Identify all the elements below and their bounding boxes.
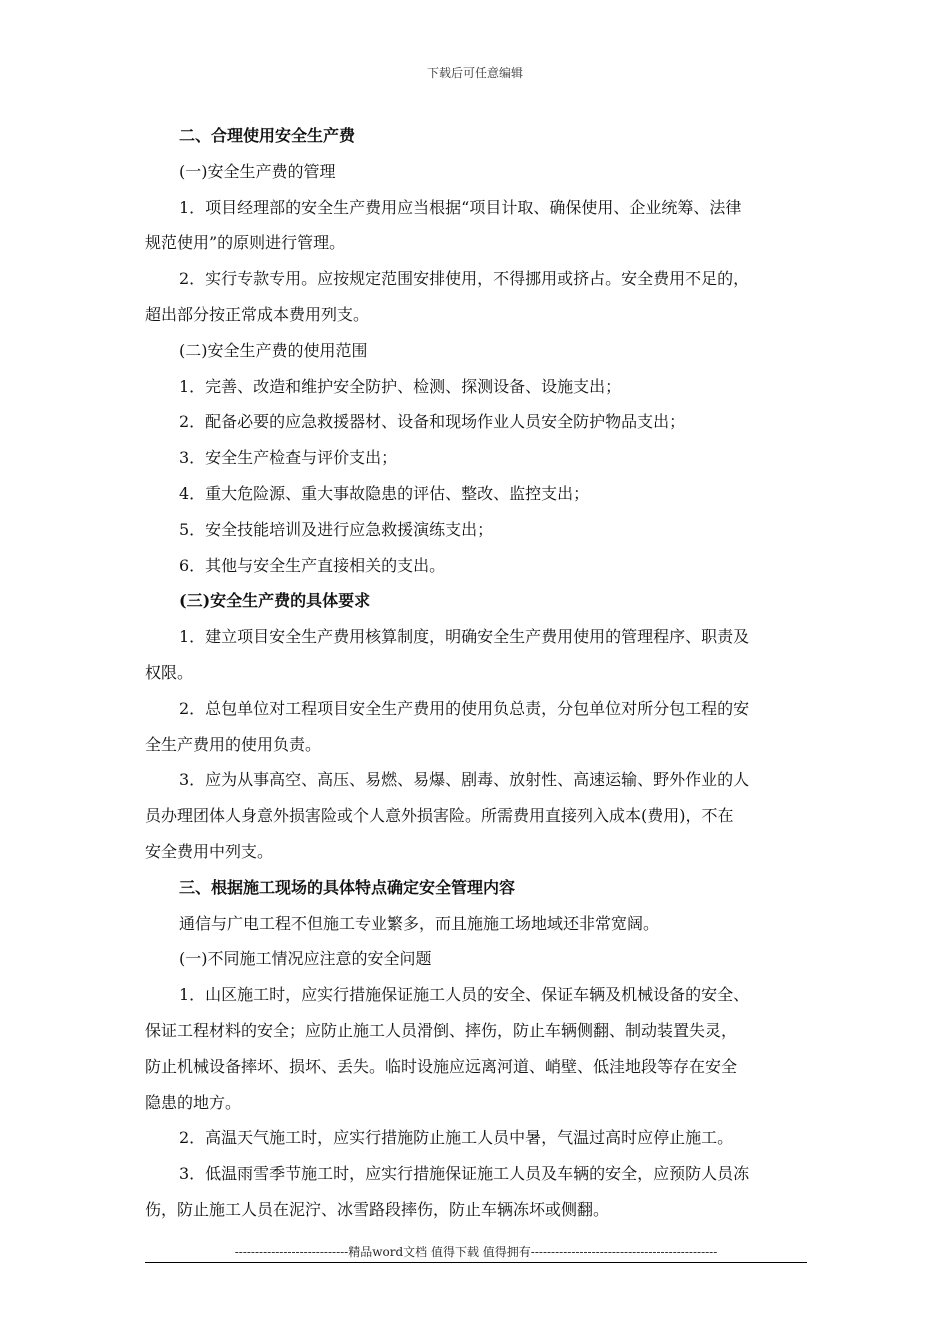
paragraph-line: 6．其他与安全生产直接相关的支出。 [179, 555, 446, 575]
paragraph-line: (一)不同施工情况应注意的安全问题 [179, 949, 432, 969]
paragraph-line: 伤，防止施工人员在泥泞、冰雪路段摔伤，防止车辆冻坏或侧翻。 [145, 1199, 610, 1219]
paragraph-line: 4．重大危险源、重大事故隐患的评估、整改、监控支出； [179, 483, 590, 503]
section-heading: 二、合理使用安全生产费 [179, 126, 356, 145]
paragraph-line: (二)安全生产费的使用范围 [179, 340, 368, 360]
paragraph-line: 2．总包单位对工程项目安全生产费用的使用负总责，分包单位对所分包工程的安 [179, 698, 750, 718]
paragraph-line: 5．安全技能培训及进行应急救援演练支出； [179, 519, 494, 539]
paragraph-line: (一)安全生产费的管理 [179, 161, 336, 181]
paragraph-line: 隐患的地方。 [145, 1092, 242, 1112]
document-body [145, 118, 807, 1228]
paragraph-line: 防止机械设备摔坏、损坏、丢失。临时设施应远离河道、峭壁、低洼地段等存在安全 [145, 1056, 738, 1076]
page-header: 下载后可任意编辑 [426, 66, 523, 80]
paragraph-line: 1．项目经理部的安全生产费用应当根据“项目计取、确保使用、企业统筹、法律 [179, 197, 742, 217]
paragraph-line: 员办理团体人身意外损害险或个人意外损害险。所需费用直接列入成本(费用)，不在 [145, 806, 734, 826]
paragraph-line: 2．配备必要的应急救援器材、设备和现场作业人员安全防护物品支出； [179, 412, 686, 432]
page-footer: ----------------------------精品word文档 值得下载 值得拥有---------------------------------------------- [234, 1245, 718, 1259]
paragraph-line: 权限。 [145, 662, 194, 682]
paragraph-line: 通信与广电工程不但施工专业繁多，而且施施工场地域还非常宽阔。 [179, 913, 660, 933]
paragraph-line: 规范使用”的原则进行管理。 [145, 233, 346, 253]
paragraph-line: 1．建立项目安全生产费用核算制度，明确安全生产费用使用的管理程序、职责及 [179, 627, 750, 647]
paragraph-line: 2．实行专款专用。应按规定范围安排使用，不得挪用或挤占。安全费用不足的， [179, 269, 750, 289]
section-heading: 三、根据施工现场的具体特点确定安全管理内容 [179, 877, 516, 897]
footer-divider [145, 1262, 807, 1263]
paragraph-line: 全生产费用的使用负责。 [145, 734, 322, 754]
paragraph-line: 1．山区施工时，应实行措施保证施工人员的安全、保证车辆及机械设备的安全、 [179, 985, 750, 1005]
paragraph-line: 保证工程材料的安全；应防止施工人员滑倒、摔伤，防止车辆侧翻、制动装置失灵， [145, 1020, 738, 1040]
paragraph-line: 3．安全生产检查与评价支出； [179, 448, 398, 468]
paragraph-line: 1．完善、改造和维护安全防护、检测、探测设备、设施支出； [179, 376, 622, 396]
section-heading: (三)安全生产费的具体要求 [179, 591, 371, 611]
paragraph-line: 超出部分按正常成本费用列支。 [145, 304, 370, 324]
paragraph-line: 3．应为从事高空、高压、易燃、易爆、剧毒、放射性、高速运输、野外作业的人 [179, 770, 750, 790]
paragraph-line: 2．高温天气施工时，应实行措施防止施工人员中暑，气温过高时应停止施工。 [179, 1128, 734, 1148]
paragraph-line: 3．低温雨雪季节施工时，应实行措施保证施工人员及车辆的安全，应预防人员冻 [179, 1164, 750, 1184]
paragraph-line: 安全费用中列支。 [145, 841, 274, 861]
